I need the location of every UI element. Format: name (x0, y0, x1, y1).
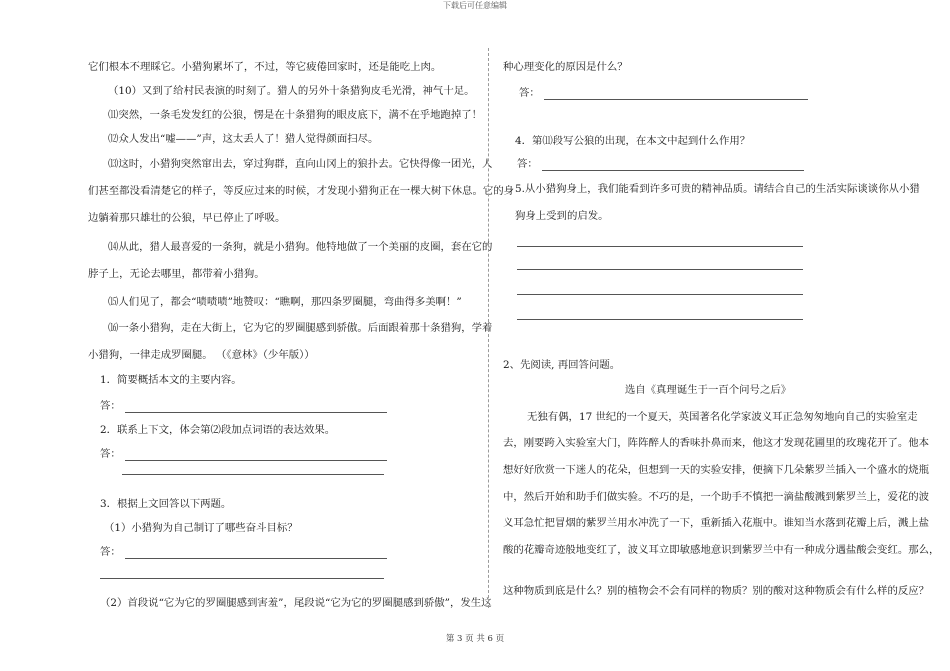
answer-row-3-2 (519, 86, 808, 100)
question-1: 1．简要概括本文的主要内容。 (100, 374, 242, 386)
question-4: 4．第⑾段写公狼的出现，在本文中起到什么作用？ (515, 135, 751, 147)
answer-line-5a[interactable] (517, 246, 803, 247)
answer-field-4[interactable] (542, 160, 804, 171)
paragraph: ⑾突然，一条毛发发红的公狼，愣是在十条猎狗的眼皮底下，满不在乎地跑掉了！ (108, 109, 483, 121)
answer-line-5c[interactable] (517, 294, 803, 295)
paragraph: ⒂人们见了，都会“啧啧啧”地赞叹：“瞧啊，那四条罗圈腿，弯曲得多美啊！” (108, 296, 462, 308)
answer-line-5d[interactable] (517, 319, 803, 320)
answer-label: 答： (100, 448, 121, 460)
answer-label: 答： (100, 546, 121, 558)
header-note: 下载后可任意编辑 (443, 1, 507, 10)
passage-line: 义耳急忙把冒烟的紫罗兰用水冲洗了一下，重新插入花瓶中。谁知当水落到花瓣上后，溅上盐 (503, 517, 930, 529)
section-2-heading: 2、先阅读, 再回答问题。 (503, 359, 621, 371)
paragraph: ⒀这时，小猎狗突然窜出去，穿过狗群，直向山冈上的狼扑去。它快得像一团光，人 (108, 158, 493, 170)
passage-line: 酸的花瓣奇迹般地变红了，波义耳立即敏感地意识到紫罗兰中有一种成分遇盐酸会变红。那么， (503, 544, 940, 556)
answer-field-2[interactable] (125, 450, 387, 461)
answer-line-5b[interactable] (517, 269, 803, 270)
answer-field-3-2[interactable] (544, 89, 808, 100)
question-5: 5.从小猎狗身上，我们能看到许多可贵的精神品质。请结合自己的生活实际谈谈你从小猎 (515, 183, 920, 195)
passage-line: 想好好欣赏一下迷人的花朵，但想到一天的实验安排，便摘下几朵紫罗兰插入一个盛水的烧瓶 (503, 464, 930, 476)
paragraph: 们甚至都没看清楚它的样子，等反应过来的时候，才发现小猎狗正在一棵大树下休息。它的身 (88, 185, 515, 197)
answer-field-3-1[interactable] (125, 548, 387, 559)
answer-row-1 (100, 399, 387, 413)
question-3-1: （1）小猎狗为自己制订了哪些奋斗目标？ (104, 522, 298, 534)
question-3-2: （2）首段说“它为它的罗圈腿感到害羞”，尾段说“它为它的罗圈腿感到骄傲”，发生这 (100, 597, 492, 609)
answer-row-2 (100, 447, 387, 461)
answer-label: 答： (519, 87, 540, 99)
passage-title: 选自《真理诞生于一百个问号之后》 (624, 384, 792, 396)
paragraph: 它们根本不理睬它。小猎狗累坏了，不过，等它疲倦回家时，还是能吃上肉。 (88, 61, 442, 73)
answer-row-4 (517, 157, 804, 171)
question-3: 3．根据上文回答以下两题。 (100, 498, 232, 510)
answer-field-3-1b[interactable] (100, 578, 384, 579)
paragraph: ⒁从此，猎人最喜爱的一条狗，就是小猎狗。他特地做了一个美丽的皮圈，套在它的 (108, 241, 493, 253)
passage-line: 去，刚要跨入实验室大门，阵阵醉人的香味扑鼻而来，他这才发现花圃里的玫瑰花开了。他本 (503, 437, 930, 449)
paragraph: ⒃一条小猎狗，走在大街上，它为它的罗圈腿感到骄傲。后面跟着那十条猎狗，学着 (108, 322, 493, 334)
paragraph: ⑿众人发出“嘘——”声，这太丢人了！猎人觉得颜面扫尽。 (108, 133, 379, 145)
question-5-cont: 狗身上受到的启发。 (515, 210, 609, 222)
question-2: 2．联系上下文，体会第⑵段加点词语的表达效果。 (100, 424, 336, 436)
paragraph: 脖子上，无论去哪里，都带着小猎狗。 (88, 268, 265, 280)
answer-label: 答： (517, 158, 538, 170)
paragraph: 边躺着那只雄壮的公狼，早已停止了呼吸。 (88, 212, 286, 224)
passage-line: 这种物质到底是什么？别的植物会不会有同样的物质？别的酸对这种物质会有什么样的反应？ (503, 585, 930, 597)
answer-label: 答： (100, 400, 121, 412)
answer-field-2b[interactable] (122, 474, 384, 475)
passage-line: 中，然后开始和助手们做实验。不巧的是，一个助手不慎把一滴盐酸溅到紫罗兰上，爱花的波 (503, 491, 930, 503)
paragraph: 小猎狗，一律走成罗圈腿。 （《意林》（少年版）） (88, 349, 315, 361)
passage-line: 无独有偶，17 世纪的一个夏天，英国著名化学家波义耳正急匆匆地向自己的实验室走 (527, 411, 918, 423)
answer-field-1[interactable] (125, 402, 387, 413)
question-3-2-cont: 种心理变化的原因是什么？ (503, 61, 628, 73)
paragraph: （10）又到了给村民表演的时刻了。猎人的另外十条猎狗皮毛光滑，神气十足。 (108, 85, 475, 97)
column-divider (488, 48, 489, 608)
answer-row-3-1 (100, 545, 387, 559)
page-footer: 第 3 页 共 6 页 (445, 634, 505, 644)
